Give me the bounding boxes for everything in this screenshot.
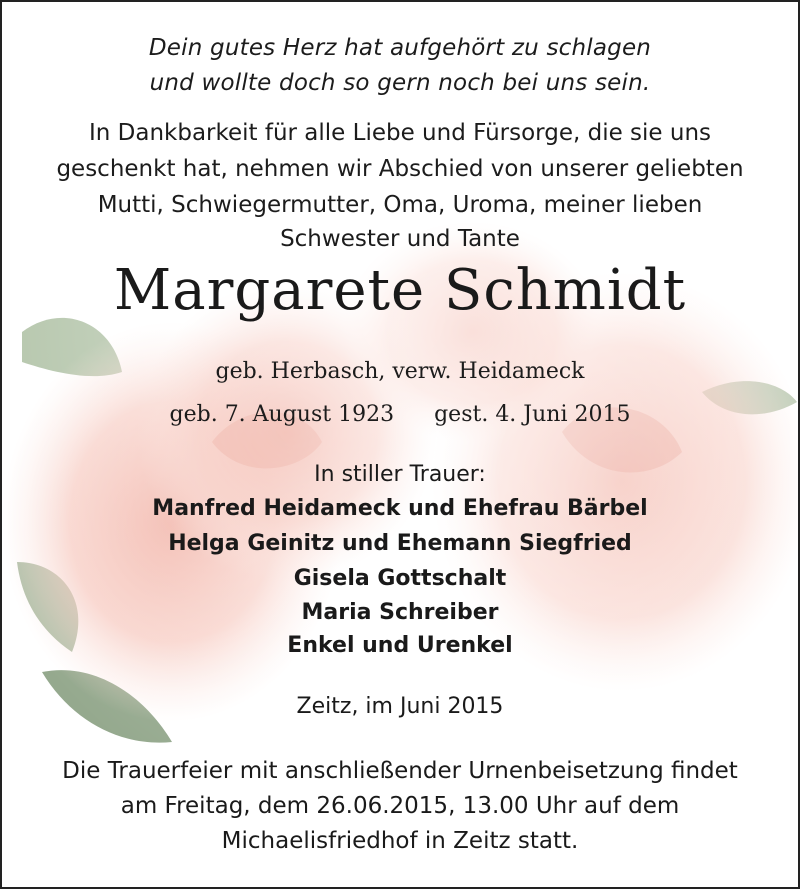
intro-line-3: Mutti, Schwiegermutter, Oma, Uroma, meiner lieben xyxy=(97,192,703,218)
mourner-line: Enkel und Urenkel xyxy=(287,633,513,658)
birth-date: geb. 7. August 1923 xyxy=(169,402,395,427)
mourner-line: Maria Schreiber xyxy=(301,600,499,625)
death-date: gest. 4. Juni 2015 xyxy=(434,402,631,427)
mourner-line: Manfred Heidameck und Ehefrau Bärbel xyxy=(152,496,648,521)
mourner-line: Gisela Gottschalt xyxy=(293,566,507,591)
intro-line-1: In Dankbarkeit für alle Liebe und Fürsorge, die sie uns xyxy=(88,120,712,146)
service-line-2: am Freitag, dem 26.06.2015, 13.00 Uhr auf dem xyxy=(120,793,680,819)
mourner-line: Helga Geinitz und Ehemann Siegfried xyxy=(168,531,632,556)
notice-content xyxy=(2,2,798,887)
life-dates xyxy=(2,402,798,427)
intro-line-2: geschenkt hat, nehmen wir Abschied von unserer geliebten xyxy=(56,156,744,182)
motto-line-1: Dein gutes Herz hat aufgehört zu schlagen xyxy=(148,35,652,61)
deceased-name: Margarete Schmidt xyxy=(113,258,687,323)
intro-line-4: Schwester und Tante xyxy=(280,226,520,252)
mourning-label: In stiller Trauer: xyxy=(314,462,486,487)
service-line-1: Die Trauerfeier mit anschließender Urnenbeisetzung findet xyxy=(62,758,738,784)
motto-line-2: und wollte doch so gern noch bei uns sein. xyxy=(149,70,651,96)
service-line-3: Michaelisfriedhof in Zeitz statt. xyxy=(221,828,579,854)
maiden-name: geb. Herbasch, verw. Heidameck xyxy=(215,359,585,384)
place-date: Zeitz, im Juni 2015 xyxy=(296,694,504,719)
